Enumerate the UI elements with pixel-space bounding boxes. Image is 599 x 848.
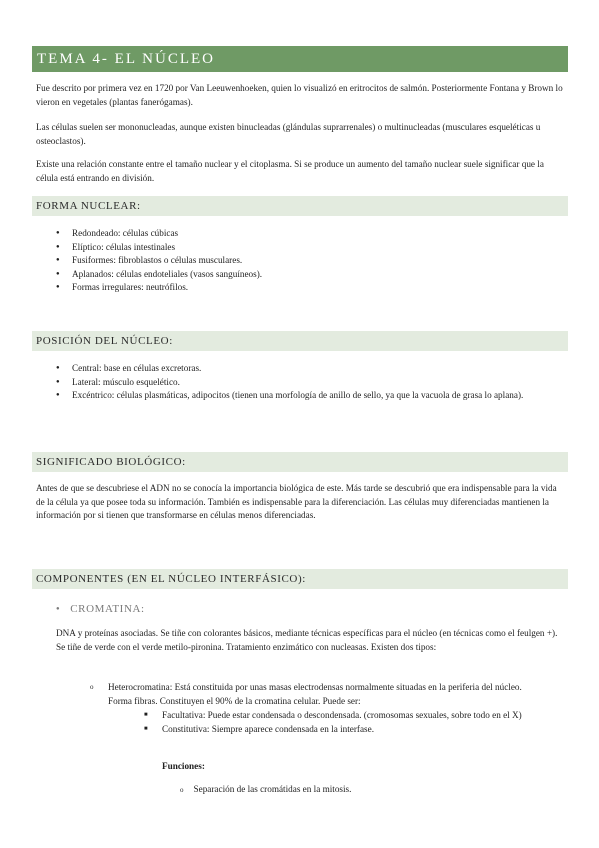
section-heading-forma: FORMA NUCLEAR: — [32, 196, 568, 216]
circle-bullet-icon: o — [90, 683, 94, 691]
list-item: ● Formas irregulares: neutrófilos. — [56, 281, 564, 295]
cromatina-paragraph: DNA y proteínas asociadas. Se tiñe con colorantes básicos, mediante técnicas específicas para el núcleo (en técnicas como el feulgen +). Se tiñe de verde con el verde metilo-pironina. Tratamiento enzimático con nucleasas. Existen dos tipos: — [56, 628, 558, 652]
posicion-list — [56, 362, 564, 403]
intro-paragraph-2: Las células suelen ser mononucleadas, aunque existen binucleadas (glándulas suprarrenales) o multinucleadas (musculares esqueléticas u osteoclastos). — [36, 122, 541, 146]
circle-bullet-icon: o — [180, 786, 184, 794]
list-item: ■ Facultativa: Puede estar condensada o descondensada. (cromosomas sexuales, sobre todo en el X) — [144, 709, 544, 723]
list-item: ● Lateral: músculo esquelético. — [56, 376, 564, 390]
intro-paragraph-3: Existe una relación constante entre el tamaño nuclear y el citoplasma. Si se produce un aumento del tamaño nuclear suele significar que la célula está entrando en división. — [36, 159, 544, 183]
heterocromatina-text: Heterocromatina: Está constituida por unas masas electrodensas normalmente situadas en la periferia del núcleo. Forma fibras. Constituyen el 90% de la cromatina celular. Puede ser: — [108, 682, 522, 706]
list-item: ● Redondeado: células cúbicas — [56, 227, 564, 241]
list-item: ● Fusiformes: fibroblastos o células musculares. — [56, 254, 564, 268]
page-title: TEMA 4- EL NÚCLEO — [32, 46, 568, 72]
bullet-icon: ● — [56, 606, 61, 613]
forma-list — [56, 227, 564, 295]
significado-paragraph: Antes de que se descubriese el ADN no se conocía la importancia biológica de este. Más tarde se descubrió que era indispensable para la vida de la célula ya que posee toda su información. También es indispensable para la diferenciación. Las células muy diferenciadas mantienen la información por si tienen que transformarse en células menos diferenciadas. — [36, 483, 557, 520]
list-item: ● Aplanados: células endoteliales (vasos sanguíneos). — [56, 268, 564, 282]
subheading-cromatina — [56, 603, 145, 615]
list-item: ● Central: base en células excretoras. — [56, 362, 564, 376]
heterocromatina-types — [144, 709, 544, 736]
funciones-item — [180, 783, 351, 798]
list-item: ■ Constitutiva: Siempre aparece condensada en la interfase. — [144, 723, 544, 737]
section-heading-significado: SIGNIFICADO BIOLÓGICO: — [32, 452, 568, 472]
list-item: ● Excéntrico: células plasmáticas, adipocitos (tienen una morfología de anillo de sello, ya que la vacuola de grasa lo aplana). — [56, 389, 564, 403]
subheading-label: CROMATINA: — [70, 603, 145, 615]
funciones-label: Funciones: — [162, 761, 205, 771]
heterocromatina-item — [90, 681, 540, 708]
intro-paragraph-1: Fue descrito por primera vez en 1720 por Van Leeuwenhoeken, quien lo visualizó en eritrocitos de salmón. Posteriormente Fontana y Brown lo vieron en vegetales (plantas fanerógamas). — [36, 83, 563, 107]
funciones-text: Separación de las cromátidas en la mitosis. — [193, 784, 352, 794]
section-heading-posicion: POSICIÓN DEL NÚCLEO: — [32, 331, 568, 351]
list-item: ● Elíptico: células intestinales — [56, 241, 564, 255]
section-heading-componentes: COMPONENTES (EN EL NÚCLEO INTERFÁSICO): — [32, 569, 568, 589]
